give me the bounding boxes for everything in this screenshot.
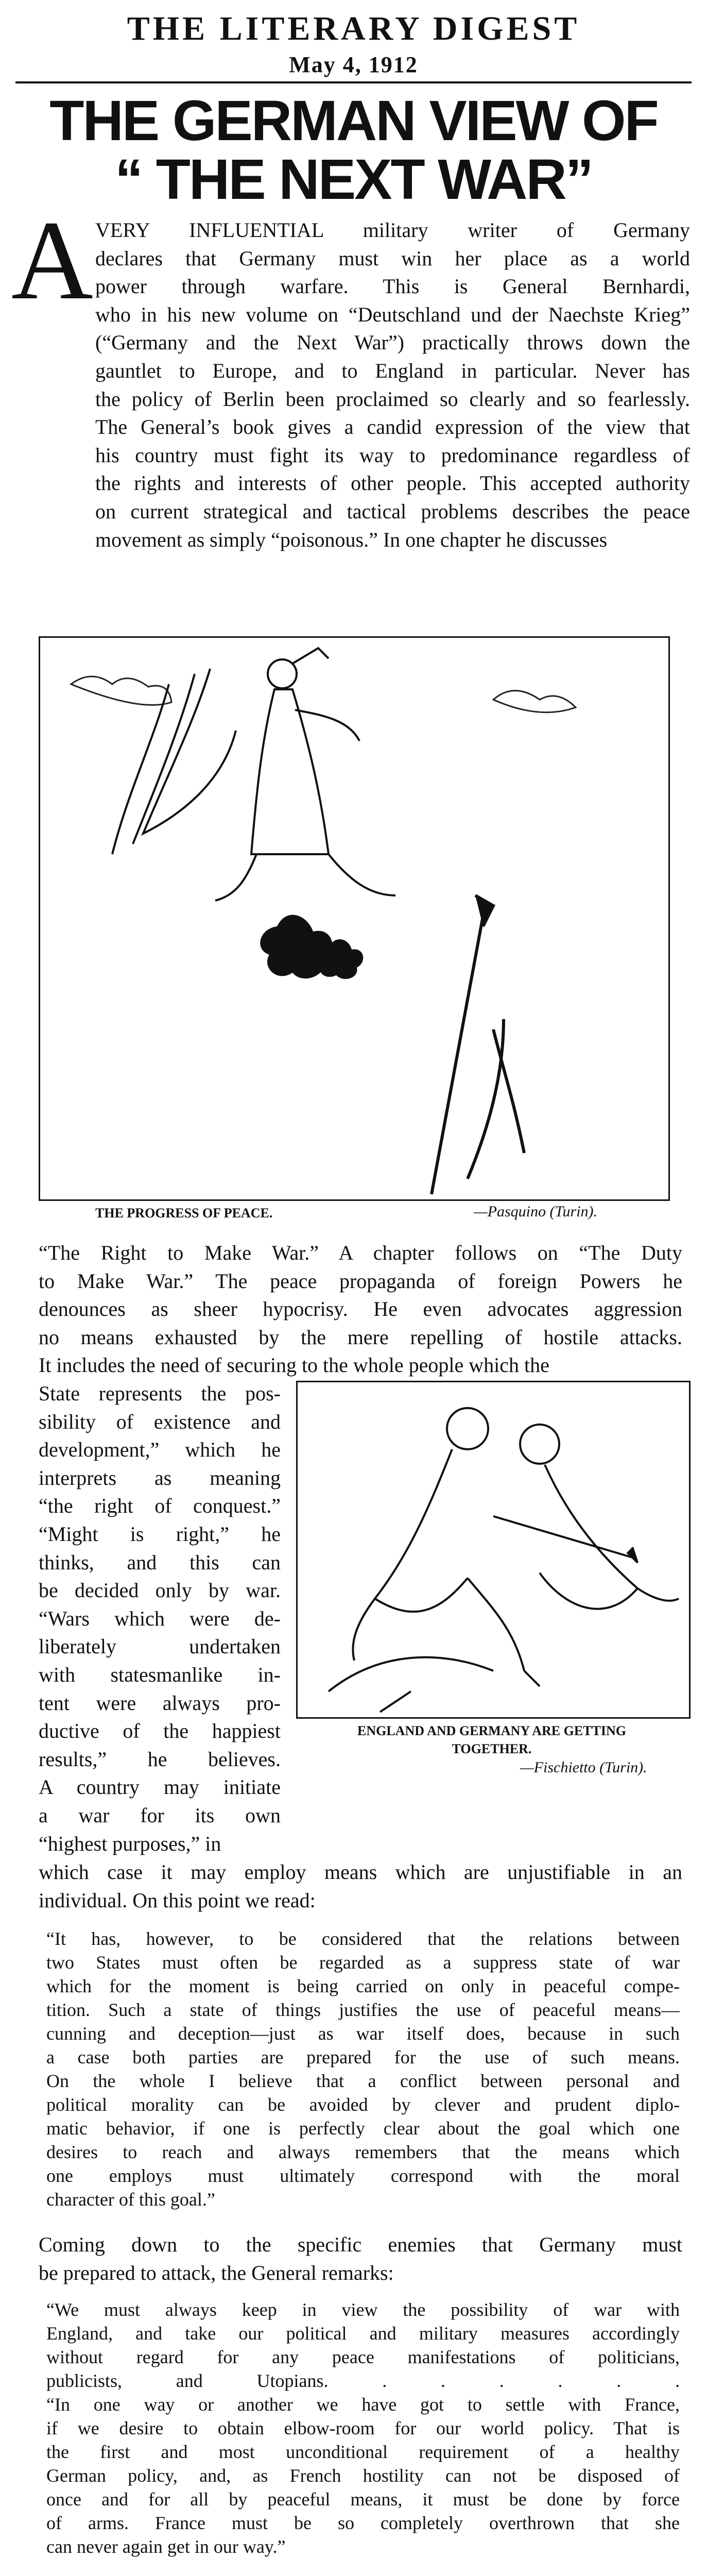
text-line: matic behavior, if one is perfectly clear about the goal which one: [46, 2118, 680, 2139]
text-line: “Wars which were de-: [39, 1606, 281, 1630]
text-line: his country must fight its way to predominance regardless of: [95, 443, 690, 467]
text-line: “Might is right,” he: [39, 1522, 281, 1546]
quote-2: [46, 2298, 680, 2558]
text-line: no means exhausted by the mere repelling of hostile attacks.: [39, 1325, 682, 1349]
text-line: (“Germany and the Next War”) practically throws down the: [95, 331, 690, 354]
text-line: England, and take our political and military measures accordingly: [46, 2323, 680, 2344]
figure2-caption-1: ENGLAND AND GERMANY ARE GETTING: [357, 1723, 626, 1738]
text-line: be decided only by war.: [39, 1579, 281, 1602]
cartoon-england-germany: [296, 1381, 691, 1719]
figure1-credit: —Pasquino (Turin).: [474, 1203, 598, 1220]
text-line: to Make War.” The peace propaganda of foreign Powers he: [39, 1269, 682, 1293]
narrow-column: [39, 1380, 281, 1858]
text-line: tition. Such a state of things justifies the use of peaceful means—: [46, 1999, 680, 2020]
text-line: be prepared to attack, the General remarks:: [39, 2261, 394, 2284]
text-line: thinks, and this can: [39, 1550, 281, 1574]
text-line: two States must often be regarded as a suppress state of war: [46, 1952, 680, 1973]
text-line: once and for all by peaceful means, it must be done by force: [46, 2489, 680, 2510]
figure1-caption: THE PROGRESS OF PEACE.: [95, 1206, 273, 1221]
text-line: A country may initiate: [39, 1775, 281, 1799]
text-line: without regard for any peace manifestations of politicians,: [46, 2347, 680, 2367]
headline-line-1: THE GERMAN VIEW OF: [49, 89, 658, 152]
intro-paragraph: [95, 216, 690, 554]
issue-date: May 4, 1912: [289, 52, 418, 77]
text-line: declares that Germany must win her place as a world: [95, 246, 690, 270]
text-line: “We must always keep in view the possibility of war with: [46, 2299, 680, 2320]
text-line: with statesmanlike in-: [39, 1663, 281, 1686]
text-line: On the whole I believe that a conflict between personal and: [46, 2071, 680, 2091]
text-line: which case it may employ means which are unjustifiable in an: [39, 1860, 682, 1884]
text-line: It includes the need of securing to the whole people which the: [39, 1353, 549, 1377]
text-line: development,” which he: [39, 1438, 281, 1462]
text-line: gauntlet to Europe, and to England in particular. Never has: [95, 359, 690, 382]
text-line: tent were always pro-: [39, 1691, 281, 1715]
text-line: denounces as sheer hypocrisy. He even advocates aggression: [39, 1297, 682, 1321]
text-line: results,” he believes.: [39, 1747, 281, 1771]
text-line: can never again get in our way.”: [46, 2536, 286, 2557]
middle-paragraph: [39, 1239, 682, 1380]
text-line: a case both parties are prepared for the use of such means.: [46, 2047, 680, 2067]
text-line: on current strategical and tactical problems describes the peace: [95, 499, 690, 523]
text-line: German policy, and, as French hostility can not be disposed of: [46, 2465, 680, 2486]
masthead-title: THE LITERARY DIGEST: [127, 10, 580, 47]
text-line: power through warfare. This is General Bernhardi,: [95, 275, 690, 298]
text-line: publicists, and Utopians. . . . . . .: [46, 2370, 680, 2391]
quote-1: [46, 1927, 680, 2211]
text-line: who in his new volume on “Deutschland und der Naechste Krieg”: [95, 302, 690, 326]
text-line: “The Right to Make War.” A chapter follows on “The Duty: [39, 1241, 682, 1264]
text-line: the first and most unconditional requirement of a healthy: [46, 2442, 680, 2462]
cartoon-illustration-2: [298, 1382, 689, 1717]
text-line: a war for its own: [39, 1803, 281, 1827]
text-line: “highest purposes,” in: [39, 1832, 221, 1855]
text-line: Coming down to the specific enemies that Germany must: [39, 2233, 682, 2256]
text-line: liberately undertaken: [39, 1635, 281, 1658]
bayonet-weapon: [432, 895, 524, 1194]
text-line: individual. On this point we read:: [39, 1888, 316, 1912]
drop-cap: A: [11, 197, 93, 323]
text-line: cunning and deception—just as war itself does, because in such: [46, 2023, 680, 2044]
text-line: “It has, however, to be considered that the relations between: [46, 1928, 680, 1949]
text-line: character of this goal.”: [46, 2189, 215, 2210]
text-line: The General’s book gives a candid expression of the view that: [95, 415, 690, 439]
paragraph-2: [39, 2231, 682, 2287]
text-line: movement as simply “poisonous.” In one chapter he discusses: [95, 528, 608, 551]
after-figure-paragraph: [39, 1858, 682, 1914]
text-line: desires to reach and always remembers that the means which: [46, 2142, 680, 2162]
text-line: political morality can be avoided by clever and prudent diplo-: [46, 2094, 680, 2115]
cartoon-progress-of-peace: [39, 636, 670, 1201]
figure2-caption-2: TOGETHER.: [452, 1741, 532, 1756]
text-line: “In one way or another we have got to settle with France,: [46, 2394, 680, 2415]
text-line: if we desire to obtain elbow-room for our world policy. That is: [46, 2418, 680, 2438]
text-line: “the right of conquest.”: [39, 1494, 281, 1518]
headline-line-2: “ THE NEXT WAR”: [115, 148, 592, 211]
text-line: VERY INFLUENTIAL military writer of Germany: [95, 218, 690, 242]
figure2-credit: —Fischietto (Turin).: [520, 1759, 647, 1776]
text-line: interprets as meaning: [39, 1466, 281, 1489]
text-line: one employs must ultimately correspond with the moral: [46, 2165, 680, 2186]
text-line: the policy of Berlin been proclaimed so clearly and so fearlessly.: [95, 387, 690, 411]
text-line: ductive of the happiest: [39, 1719, 281, 1743]
text-line: the rights and interests of other people. This accepted authority: [95, 471, 690, 495]
cartoon-illustration: [40, 638, 668, 1199]
text-line: of arms. France must be so completely overthrown that she: [46, 2513, 680, 2533]
masthead-rule: [15, 81, 692, 83]
text-line: which for the moment is being carried on only in peaceful compe-: [46, 1976, 680, 1996]
explosion-smoke: [260, 915, 363, 979]
text-line: sibility of existence and: [39, 1410, 281, 1433]
text-line: State represents the pos-: [39, 1382, 281, 1405]
